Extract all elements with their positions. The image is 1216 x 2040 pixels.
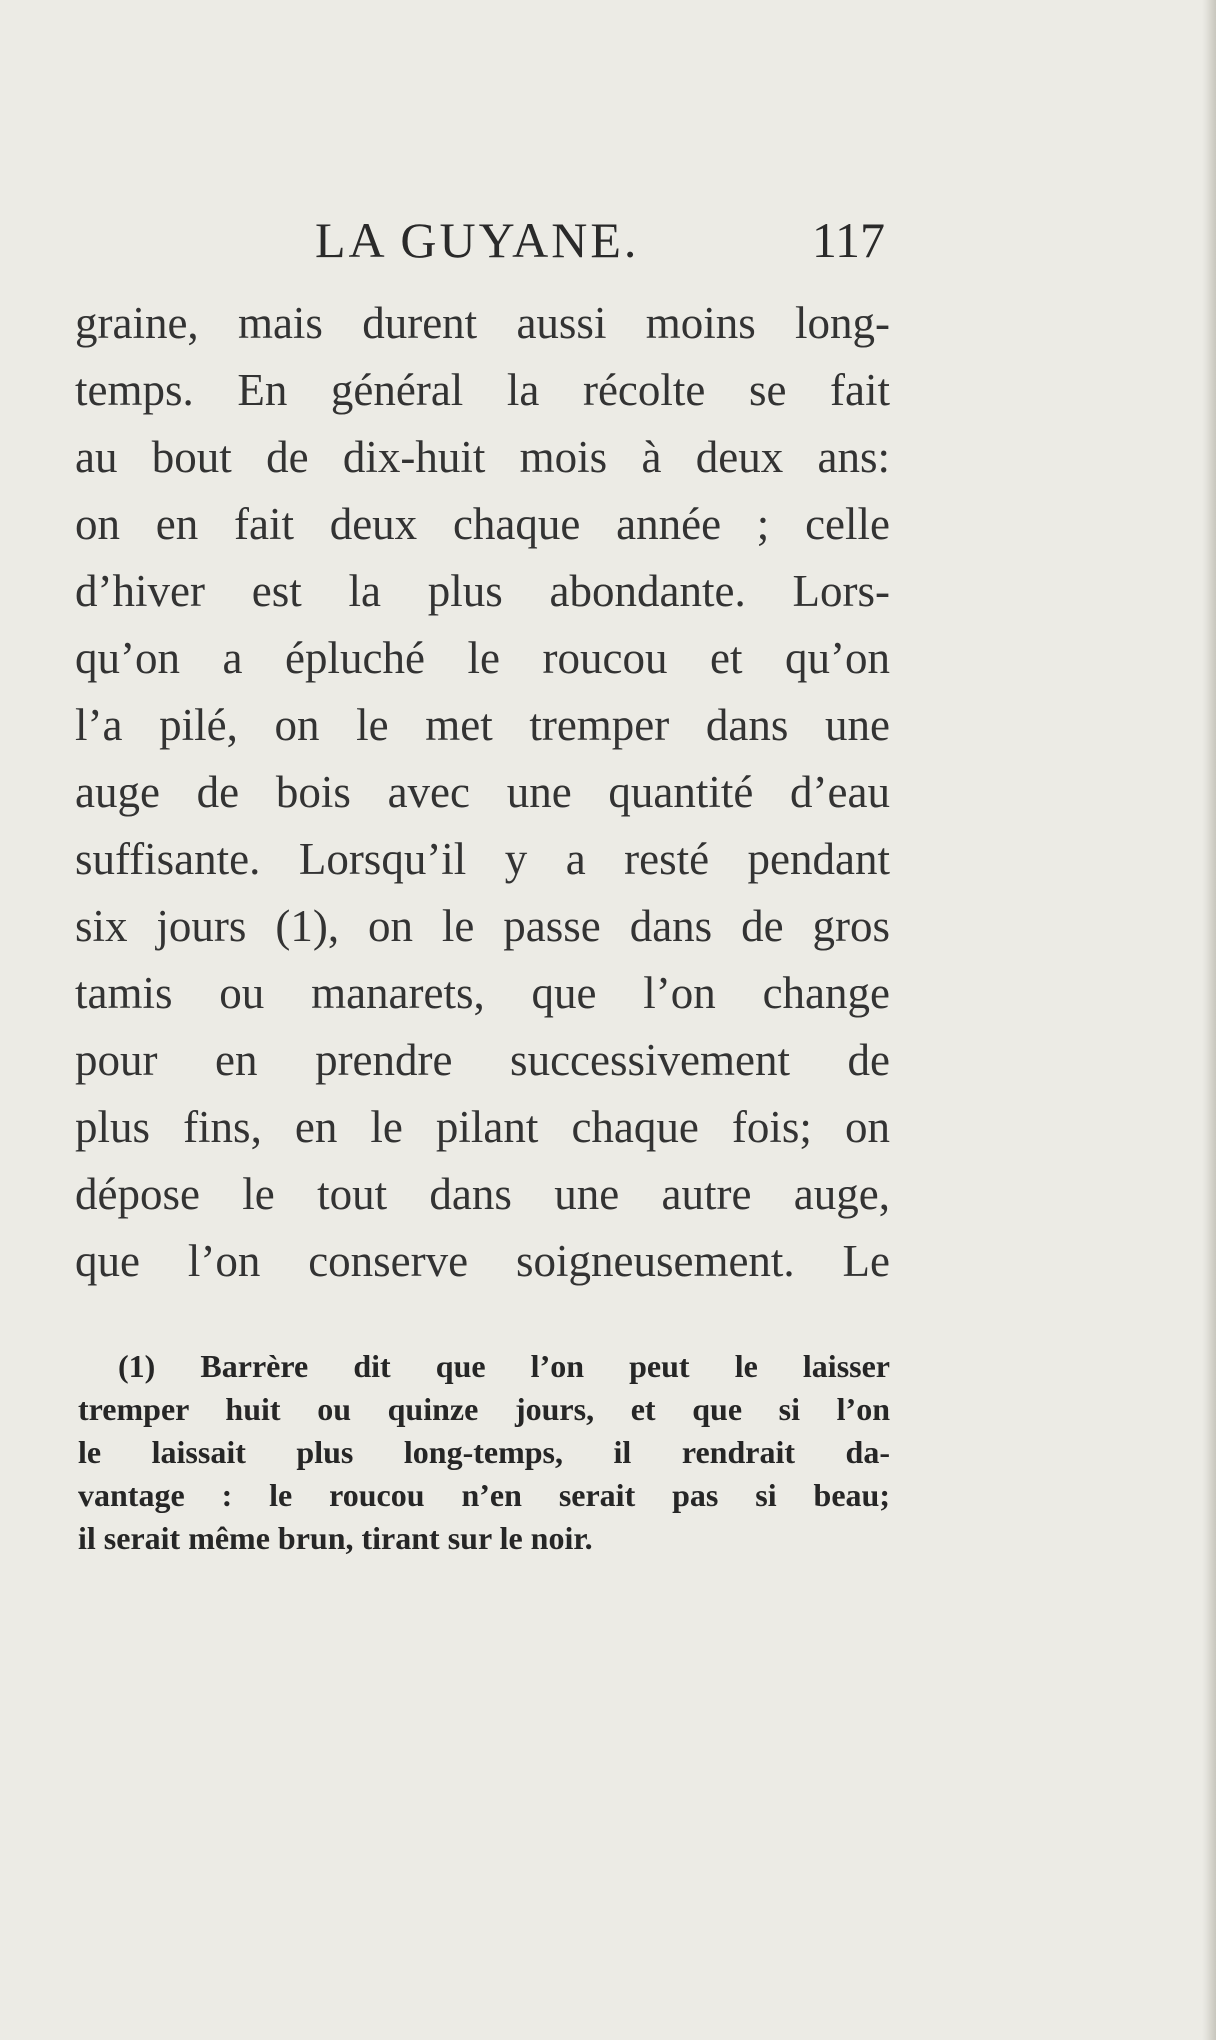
body-text	[75, 290, 890, 1295]
text-line: qu’on a épluché le roucou et qu’on	[75, 633, 890, 683]
text-line: six jours (1), on le passe dans de gros	[75, 901, 890, 951]
text-line: au bout de dix-huit mois à deux ans:	[75, 432, 890, 482]
footnote-line: tremper huit ou quinze jours, et que si l’on	[78, 1391, 890, 1427]
page-number: 117	[811, 212, 885, 268]
text-line: d’hiver est la plus abondante. Lors-	[75, 566, 890, 616]
text-line: on en fait deux chaque année ; celle	[75, 499, 890, 549]
footnote-line: le laissait plus long-temps, il rendrait da-	[78, 1434, 890, 1470]
text-line: tamis ou manarets, que l’on change	[75, 968, 890, 1018]
text-line: l’a pilé, on le met tremper dans une	[75, 700, 890, 750]
text-line: suffisante. Lorsqu’il y a resté pendant	[75, 834, 890, 884]
text-line: temps. En général la récolte se fait	[75, 365, 890, 415]
footnote-line: vantage : le roucou n’en serait pas si beau;	[78, 1477, 890, 1513]
text-line: que l’on conserve soigneusement. Le	[75, 1236, 890, 1286]
footnote-line: (1) Barrère dit que l’on peut le laisser	[118, 1348, 890, 1384]
footnote	[78, 1345, 890, 1560]
text-line: plus fins, en le pilant chaque fois; on	[75, 1102, 890, 1152]
footnote-line: il serait même brun, tirant sur le noir.	[78, 1520, 593, 1556]
page-header	[315, 210, 885, 270]
page-edge-shadow	[1202, 0, 1216, 2040]
text-line: pour en prendre successivement de	[75, 1035, 890, 1085]
text-line: dépose le tout dans une autre auge,	[75, 1169, 890, 1219]
text-line: graine, mais durent aussi moins long-	[75, 298, 890, 348]
running-title: LA GUYANE.	[315, 212, 640, 268]
text-line: auge de bois avec une quantité d’eau	[75, 767, 890, 817]
